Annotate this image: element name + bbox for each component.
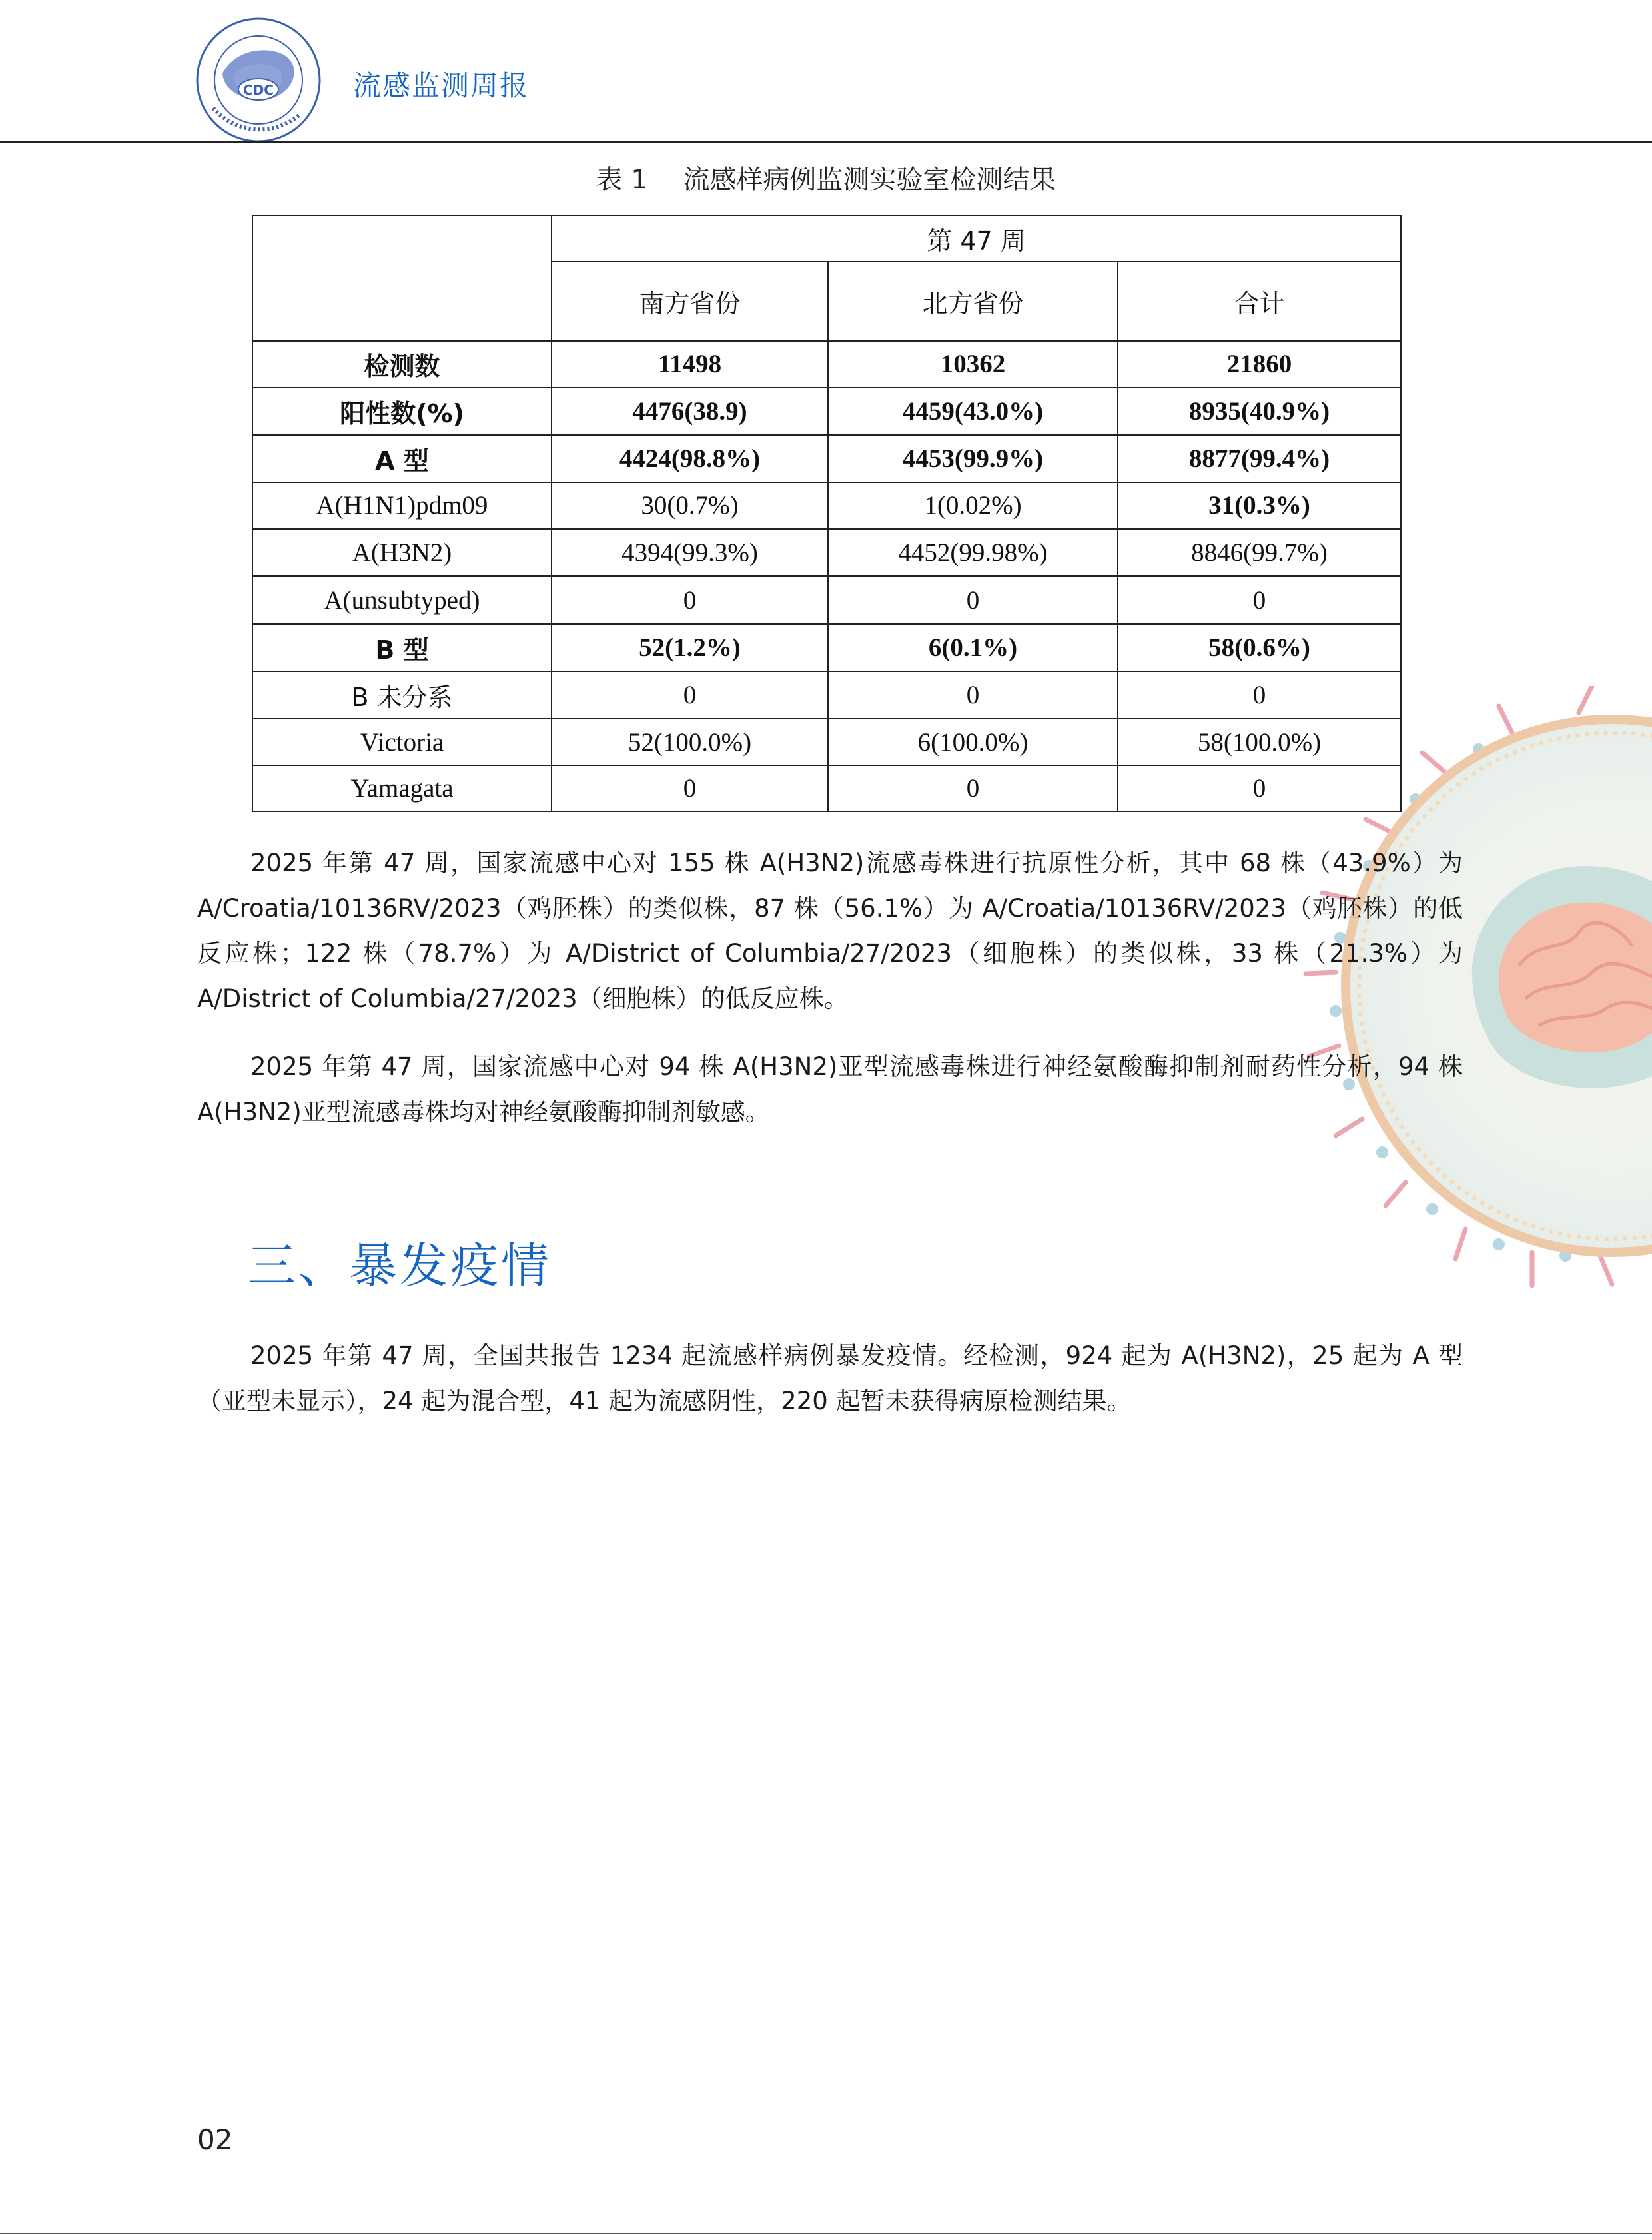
- table-caption-text: 流感样病例监测实验室检测结果: [683, 165, 1056, 195]
- row-label: 检测数: [252, 341, 552, 388]
- table-cell: 6(0.1%): [828, 624, 1118, 671]
- row-label: A(H3N2): [252, 529, 552, 576]
- page-number: 02: [197, 2123, 233, 2156]
- table-caption-number: 表 1: [596, 165, 648, 195]
- table-row: [252, 435, 1401, 482]
- table-cell: 0: [552, 576, 828, 625]
- china-cdc-logo-icon: [193, 15, 324, 145]
- week-header: 第 47 周: [552, 216, 1401, 262]
- table-cell: 52(100.0%): [552, 719, 828, 766]
- table-corner-cell: [252, 216, 552, 341]
- row-label: A 型: [252, 435, 552, 482]
- column-header-total: 合计: [1118, 262, 1401, 341]
- table-row: [252, 529, 1401, 576]
- table-cell: 10362: [828, 341, 1118, 388]
- table-cell: 52(1.2%): [552, 624, 828, 671]
- table-cell: 0: [552, 765, 828, 811]
- table-cell: 58(0.6%): [1118, 624, 1401, 671]
- table-cell: 8846(99.7%): [1118, 529, 1401, 576]
- row-label: Yamagata: [252, 765, 552, 811]
- table-cell: 8935(40.9%): [1118, 388, 1401, 435]
- table-cell: 30(0.7%): [552, 482, 828, 530]
- table-header-row: [252, 216, 1401, 262]
- table-cell: 11498: [552, 341, 828, 388]
- resistance-analysis-paragraph: 2025 年第 47 周，国家流感中心对 94 株 A(H3N2)亚型流感毒株进行神经氨酸酶抑制剂耐药性分析，94 株 A(H3N2)亚型流感毒株均对神经氨酸酶抑制剂敏感。: [197, 1052, 1463, 1126]
- table-cell: 4452(99.98%): [828, 529, 1118, 576]
- table-cell: 0: [1118, 671, 1401, 719]
- table-cell: 0: [828, 671, 1118, 719]
- table-cell: 4424(98.8%): [552, 435, 828, 482]
- table-cell: 4394(99.3%): [552, 529, 828, 576]
- svg-text:CDC: CDC: [243, 82, 274, 98]
- table-row: [252, 624, 1401, 671]
- table-cell: 21860: [1118, 341, 1401, 388]
- table-cell: 31(0.3%): [1118, 482, 1401, 530]
- table-cell: 4459(43.0%): [828, 388, 1118, 435]
- row-label: B 型: [252, 624, 552, 671]
- row-label: A(unsubtyped): [252, 576, 552, 625]
- table-cell: 0: [1118, 765, 1401, 811]
- table-cell: 1(0.02%): [828, 482, 1118, 530]
- table-cell: 58(100.0%): [1118, 719, 1401, 766]
- table-cell: 6(100.0%): [828, 719, 1118, 766]
- antigenic-analysis-paragraph: 2025 年第 47 周，国家流感中心对 155 株 A(H3N2)流感毒株进行抗原性分析，其中 68 株（43.9%）为 A/Croatia/10136RV/2023（鸡胚株）的类似株，87 株（56.1%）为 A/Croatia/10136RV/2023（鸡胚株）的低反应株；122 株（78.7%）为 A/District of Columbia/27/2023（细胞株）的类似株，33 株（21.3%）为 A/District of Columbia/27/2023（细胞株）的低反应株。: [197, 849, 1463, 1013]
- row-label: 阳性数(%): [252, 388, 552, 435]
- lab-results-table: [252, 215, 1402, 812]
- outbreak-paragraph: 2025 年第 47 周，全国共报告 1234 起流感样病例暴发疫情。经检测，924 起为 A(H3N2)，25 起为 A 型（亚型未显示），24 起为混合型，41 起为流感阴性，220 起暂未获得病原检测结果。: [197, 1341, 1463, 1415]
- table-cell: 4453(99.9%): [828, 435, 1118, 482]
- table-row: [252, 671, 1401, 719]
- report-title: 流感监测周报: [353, 69, 530, 102]
- table-cell: 0: [828, 576, 1118, 625]
- table-cell: 0: [828, 765, 1118, 811]
- table-cell: 8877(99.4%): [1118, 435, 1401, 482]
- table-cell: 0: [552, 671, 828, 719]
- header-divider: [0, 141, 1652, 143]
- table-row: [252, 765, 1401, 811]
- row-label: B 未分系: [252, 671, 552, 719]
- section-title: 三、暴发疫情: [248, 1238, 552, 1294]
- table-row: [252, 388, 1401, 435]
- table-row: [252, 719, 1401, 766]
- row-label: A(H1N1)pdm09: [252, 482, 552, 530]
- table-cell: 0: [1118, 576, 1401, 625]
- footer-divider: [0, 2233, 1652, 2234]
- table-row: [252, 576, 1401, 625]
- table-caption: [0, 159, 1652, 196]
- column-header-north: 北方省份: [828, 262, 1118, 341]
- row-label: Victoria: [252, 719, 552, 766]
- table-row: [252, 341, 1401, 388]
- table-row: [252, 482, 1401, 530]
- column-header-south: 南方省份: [552, 262, 828, 341]
- table-cell: 4476(38.9): [552, 388, 828, 435]
